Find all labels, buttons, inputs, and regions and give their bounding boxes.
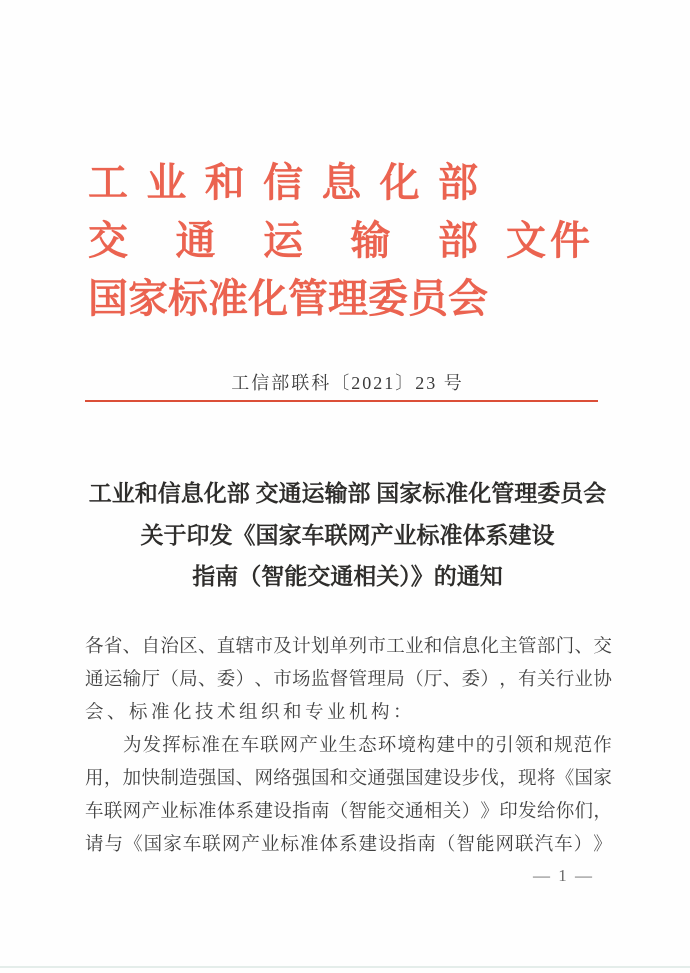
body-line bbox=[85, 763, 612, 796]
body-char: 发 bbox=[142, 736, 162, 756]
letterhead-char: 化 bbox=[379, 160, 420, 205]
body-char: 列 bbox=[348, 637, 368, 657]
body-char: 治 bbox=[160, 637, 179, 657]
body-char: 委 bbox=[216, 670, 236, 690]
body-line bbox=[85, 631, 612, 664]
body-char: 运 bbox=[103, 670, 123, 690]
body-char: 相 bbox=[423, 802, 443, 822]
red-divider-rule bbox=[85, 400, 598, 402]
body-char: ， bbox=[593, 802, 612, 822]
body-char: 强 bbox=[292, 769, 311, 789]
body-char: 的 bbox=[475, 736, 495, 756]
body-line bbox=[85, 829, 612, 862]
body-char: 门 bbox=[555, 637, 575, 657]
body-char: 车 bbox=[85, 802, 104, 822]
body-char: 体 bbox=[319, 835, 339, 855]
body-char: 交 bbox=[386, 802, 405, 822]
body-char: 、 bbox=[197, 637, 217, 657]
letterhead-char: 标 bbox=[168, 276, 208, 321]
letterhead-char: 文 bbox=[506, 218, 546, 263]
document-title bbox=[80, 473, 615, 598]
letterhead bbox=[88, 154, 590, 328]
body-char: 构 bbox=[416, 736, 436, 756]
body-char: ） bbox=[573, 835, 593, 855]
letterhead-char: 化 bbox=[248, 276, 288, 321]
body-char: 业 bbox=[260, 835, 280, 855]
body-char: 标 bbox=[181, 736, 201, 756]
body-char: 部 bbox=[536, 637, 556, 657]
body-char: 省 bbox=[103, 637, 123, 657]
body-char: 步 bbox=[461, 769, 481, 789]
body-char: 范 bbox=[573, 736, 593, 756]
body-char: 你 bbox=[555, 802, 575, 822]
body-char: 、 bbox=[442, 670, 462, 690]
letterhead-char: 部 bbox=[438, 218, 478, 263]
letterhead-char: 输 bbox=[350, 218, 391, 263]
body-char: 领 bbox=[514, 736, 534, 756]
body-char: 国 bbox=[310, 769, 330, 789]
letterhead-char: 委 bbox=[368, 276, 408, 321]
letterhead-char: 信 bbox=[262, 160, 303, 205]
letterhead-char: 员 bbox=[408, 276, 448, 321]
body-char: 工 bbox=[386, 637, 405, 657]
body-char: 和 bbox=[423, 637, 443, 657]
body-char: ， bbox=[499, 670, 518, 690]
body-char: 产 bbox=[241, 835, 260, 855]
body-char: 通 bbox=[405, 802, 424, 822]
body-char: 业 bbox=[160, 802, 179, 822]
body-char: 、 bbox=[197, 670, 217, 690]
title-line2: 关于印发《国家车联网产业标准体系建设 bbox=[140, 522, 555, 548]
letterhead-row3 bbox=[88, 270, 590, 328]
body-char: 交 bbox=[593, 637, 612, 657]
body-char: 《 bbox=[555, 769, 575, 789]
body-char: 印 bbox=[499, 802, 518, 822]
body-char: ） bbox=[235, 670, 255, 690]
body-char: 与 bbox=[104, 835, 124, 855]
page-bottom-edge bbox=[0, 966, 690, 968]
body-char: 业 bbox=[574, 670, 594, 690]
letterhead-char: 和 bbox=[204, 160, 245, 205]
body-char: 区 bbox=[179, 637, 198, 657]
body-char: ， bbox=[499, 769, 518, 789]
body-char: 车 bbox=[182, 835, 202, 855]
letterhead-line1 bbox=[88, 154, 478, 212]
body-char: 场 bbox=[292, 670, 311, 690]
body-char: 和 bbox=[329, 769, 349, 789]
body-char: 用 bbox=[85, 769, 104, 789]
body-char: 加 bbox=[122, 769, 142, 789]
body-char: 体 bbox=[216, 802, 236, 822]
body-char: 制 bbox=[160, 769, 179, 789]
body-char: 单 bbox=[329, 637, 349, 657]
letterhead-char: 理 bbox=[328, 276, 368, 321]
body-char: 管 bbox=[348, 670, 368, 690]
body-line bbox=[85, 796, 612, 829]
body-char: 能 bbox=[367, 802, 386, 822]
body-char: 建 bbox=[423, 769, 443, 789]
body-char: 市 bbox=[273, 670, 292, 690]
document-number: 工信部联科〔2021〕23 号 bbox=[231, 373, 464, 393]
body-char: 局 bbox=[386, 670, 405, 690]
body-char: 环 bbox=[377, 736, 397, 756]
body-char: 能 bbox=[475, 835, 495, 855]
body-line: 会、标准化技术组织和专业机构： bbox=[85, 703, 416, 723]
body-char: 给 bbox=[536, 802, 556, 822]
body-char: 们 bbox=[574, 802, 594, 822]
title-line1: 工业和信息化部 交通运输部 国家标准化管理委员会 bbox=[88, 481, 607, 506]
body-char: 局 bbox=[179, 670, 198, 690]
body-char: 关 bbox=[442, 802, 462, 822]
body-char: （ bbox=[329, 802, 349, 822]
body-char: 络 bbox=[273, 769, 292, 789]
body-char: 业 bbox=[405, 637, 424, 657]
body-char: 直 bbox=[216, 637, 236, 657]
body-char: 交 bbox=[348, 769, 368, 789]
body-char: ） bbox=[461, 802, 481, 822]
body-char: （ bbox=[405, 670, 424, 690]
body-char: 》 bbox=[480, 802, 499, 822]
body-char: 标 bbox=[280, 835, 299, 855]
letterhead-row1 bbox=[88, 154, 590, 212]
body-char: 作 bbox=[593, 736, 612, 756]
body-char: 造 bbox=[179, 769, 198, 789]
body-char: 厅 bbox=[141, 670, 160, 690]
body-char: 网 bbox=[279, 736, 299, 756]
letterhead-char: 会 bbox=[448, 276, 488, 321]
body-char: 国 bbox=[143, 835, 163, 855]
body-char: 协 bbox=[593, 670, 612, 690]
letterhead-row2 bbox=[88, 212, 590, 270]
body-char: 、 bbox=[122, 637, 142, 657]
body-char: 自 bbox=[141, 637, 160, 657]
letterhead-char: 通 bbox=[175, 218, 216, 263]
body-char: 强 bbox=[386, 769, 405, 789]
body-char: 息 bbox=[461, 637, 481, 657]
body-char: 发 bbox=[518, 802, 537, 822]
body-char: 将 bbox=[536, 769, 556, 789]
body-char: 设 bbox=[442, 769, 462, 789]
body-char: 快 bbox=[141, 769, 160, 789]
body-char: 、 bbox=[574, 637, 594, 657]
body-char: 联 bbox=[103, 802, 123, 822]
body-char: 、 bbox=[235, 769, 255, 789]
body-char: 产 bbox=[141, 802, 160, 822]
body-char: ， bbox=[103, 769, 123, 789]
body-char: 建 bbox=[436, 736, 456, 756]
body-char: 监 bbox=[310, 670, 330, 690]
body-char: 标 bbox=[179, 802, 198, 822]
body-char: 督 bbox=[329, 670, 349, 690]
body-char: 行 bbox=[555, 670, 575, 690]
body-char: 计 bbox=[292, 637, 311, 657]
body-char: 南 bbox=[417, 835, 436, 855]
body-char: 智 bbox=[348, 802, 368, 822]
body-char: 汽 bbox=[534, 835, 554, 855]
body-char: 车 bbox=[554, 835, 573, 855]
body-char: 系 bbox=[235, 802, 255, 822]
body-char: 准 bbox=[201, 736, 220, 756]
body-char: 《 bbox=[124, 835, 143, 855]
title-line3: 指南（智能交通相关）》的通知 bbox=[192, 564, 503, 589]
body-char: 划 bbox=[310, 637, 330, 657]
body-char: 网 bbox=[495, 835, 514, 855]
body-char: 联 bbox=[260, 736, 279, 756]
body-text bbox=[85, 631, 612, 862]
page-number: — 1 — bbox=[533, 866, 594, 885]
body-char: 及 bbox=[273, 637, 292, 657]
body-char: 网 bbox=[254, 769, 273, 789]
body-char: 智 bbox=[456, 835, 475, 855]
body-char: 国 bbox=[405, 769, 424, 789]
letterhead-char: 息 bbox=[321, 160, 362, 205]
body-char: 准 bbox=[300, 835, 319, 855]
body-char: 联 bbox=[515, 835, 534, 855]
body-char: 指 bbox=[292, 802, 311, 822]
body-char: 各 bbox=[85, 637, 104, 657]
letterhead-line2-agency bbox=[88, 212, 478, 270]
body-char: 理 bbox=[367, 670, 386, 690]
body-char: 市 bbox=[367, 637, 386, 657]
body-char: 家 bbox=[593, 769, 612, 789]
letterhead-line3 bbox=[88, 270, 488, 328]
letterhead-line2-suffix bbox=[506, 212, 590, 270]
body-char: 强 bbox=[197, 769, 217, 789]
body-char: 伐 bbox=[480, 769, 499, 789]
letterhead-char: 交 bbox=[88, 218, 128, 263]
body-char: 为 bbox=[123, 736, 142, 756]
body-char: 建 bbox=[254, 802, 273, 822]
body-char: 系 bbox=[339, 835, 358, 855]
body-char: 建 bbox=[358, 835, 378, 855]
body-char: 引 bbox=[495, 736, 514, 756]
body-char: 输 bbox=[122, 670, 142, 690]
body-char: 联 bbox=[202, 835, 221, 855]
body-char: 委 bbox=[461, 670, 481, 690]
letterhead-char: 国 bbox=[88, 276, 128, 321]
body-char: 厅 bbox=[423, 670, 443, 690]
letterhead-char: 业 bbox=[146, 160, 187, 205]
letterhead-char: 部 bbox=[437, 160, 478, 205]
body-char: 挥 bbox=[162, 736, 181, 756]
body-char: 车 bbox=[240, 736, 260, 756]
body-char: 市 bbox=[254, 637, 273, 657]
body-line bbox=[85, 664, 612, 697]
body-char: 设 bbox=[378, 835, 397, 855]
letterhead-char: 家 bbox=[128, 276, 168, 321]
body-char: 业 bbox=[318, 736, 338, 756]
body-char: （ bbox=[160, 670, 179, 690]
body-char: 境 bbox=[397, 736, 416, 756]
body-char: 网 bbox=[221, 835, 241, 855]
body-char: 生 bbox=[338, 736, 358, 756]
letterhead-char: 工 bbox=[88, 160, 128, 205]
body-char: 国 bbox=[216, 769, 236, 789]
body-char: 辖 bbox=[235, 637, 255, 657]
body-char: 、 bbox=[254, 670, 273, 690]
letterhead-char: 运 bbox=[263, 218, 303, 263]
body-char: 网 bbox=[122, 802, 142, 822]
body-char: 和 bbox=[534, 736, 553, 756]
body-char: 通 bbox=[367, 769, 386, 789]
body-char: 现 bbox=[518, 769, 537, 789]
body-char: 关 bbox=[536, 670, 556, 690]
body-char: 准 bbox=[197, 802, 217, 822]
body-char: 在 bbox=[220, 736, 240, 756]
letterhead-char: 管 bbox=[288, 276, 328, 321]
body-char: 通 bbox=[85, 670, 104, 690]
body-char: 指 bbox=[397, 835, 417, 855]
body-char: 信 bbox=[442, 637, 462, 657]
body-char: 态 bbox=[358, 736, 377, 756]
body-char: 家 bbox=[163, 835, 182, 855]
body-line bbox=[85, 730, 612, 763]
letterhead-char: 件 bbox=[550, 218, 590, 263]
body-char: 南 bbox=[310, 802, 330, 822]
letterhead-char: 准 bbox=[208, 276, 248, 321]
body-char: 有 bbox=[518, 670, 537, 690]
body-char: 国 bbox=[574, 769, 594, 789]
body-char: 请 bbox=[85, 835, 104, 855]
body-char: ） bbox=[480, 670, 499, 690]
body-char: 产 bbox=[299, 736, 318, 756]
body-char: 设 bbox=[273, 802, 292, 822]
body-char: 中 bbox=[456, 736, 475, 756]
body-char: 管 bbox=[518, 637, 537, 657]
body-char: 主 bbox=[499, 637, 518, 657]
body-char: 规 bbox=[554, 736, 573, 756]
body-char: （ bbox=[436, 835, 456, 855]
body-char: 》 bbox=[593, 835, 612, 855]
body-char: 化 bbox=[480, 637, 499, 657]
